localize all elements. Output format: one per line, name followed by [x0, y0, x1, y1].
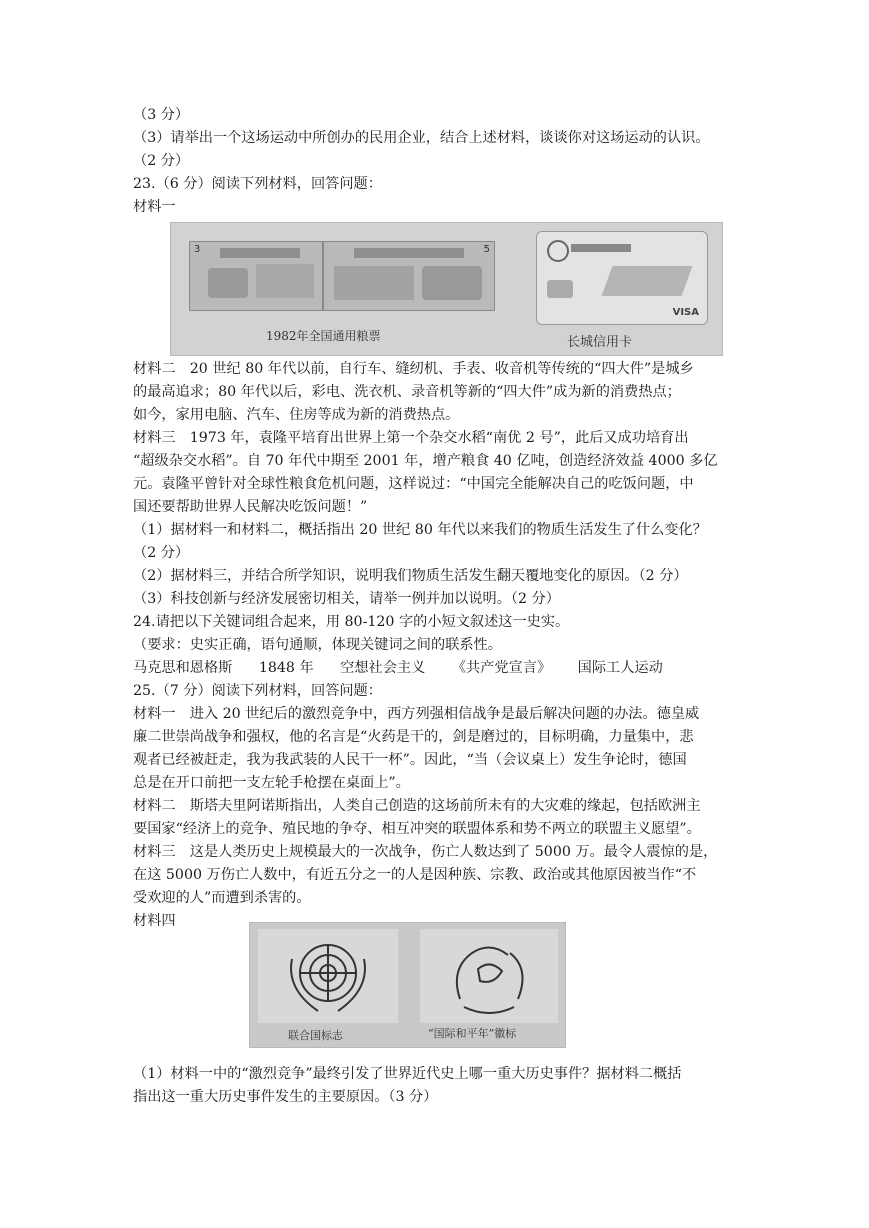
text-line: （1）材料一中的“激烈竞争”最终引发了世界近代史上哪一重大历史事件？据材料二概括 — [133, 1066, 682, 1082]
text-line: 在这 5000 万伤亡人数中，有近五分之一的人是因种族、宗教、政治或其他原因被当作“不 — [133, 867, 697, 883]
text-line: 要国家“经济上的竞争、殖民地的争夺、相互冲突的联盟体系和势不两立的联盟主义愿望”。 — [133, 821, 701, 837]
text-line: （3）请举出一个这场运动中所创办的民用企业，结合上述材料，谈谈你对这场运动的认识。 — [133, 130, 710, 146]
material-four-image — [249, 922, 566, 1048]
text-line: （3 分） — [133, 107, 190, 123]
text-line: 材料二 20 世纪 80 年代以前，自行车、缝纫机、手表、收音机等传统的“四大件”是城乡 — [133, 361, 694, 377]
great-wall-picture — [602, 266, 693, 296]
credit-card-image — [536, 231, 708, 325]
coupon-denomination: 3 — [194, 244, 201, 255]
bank-logo-icon — [547, 240, 569, 262]
coupon-header-band — [220, 248, 300, 258]
keyword: 空想社会主义 — [340, 660, 426, 676]
coupon-header-band — [354, 248, 464, 258]
ration-coupon-image — [189, 241, 323, 311]
dove-emblem-icon — [420, 929, 558, 1023]
coupon-pattern — [422, 266, 482, 300]
text-line: 材料三 1973 年，袁隆平培育出世界上第一个杂交水稻“南优 2 号”，此后又成功培育出 — [133, 430, 689, 446]
material-label: 材料四 — [133, 913, 176, 929]
figure-caption: 1982年全国通用粮票 — [266, 329, 381, 343]
card-chip — [547, 280, 573, 298]
keyword: 国际工人运动 — [577, 660, 663, 676]
figure-caption: “国际和平年”徽标 — [428, 1027, 517, 1040]
question-24-heading: 24.请把以下关键词组合起来，用 80-120 字的小短文叙述这一史实。 — [133, 614, 570, 630]
keyword-list — [133, 657, 743, 679]
text-line: 受欢迎的人”而遭到杀害的。 — [133, 890, 311, 906]
ration-coupon-image — [323, 241, 495, 311]
text-line: 国还要帮助世界人民解决吃饭问题！” — [133, 499, 368, 515]
peace-year-emblem-panel — [420, 929, 558, 1023]
coupon-pattern — [256, 264, 314, 298]
text-line: 指出这一重大历史事件发生的主要原因。（3 分） — [133, 1089, 438, 1105]
visa-logo: VISA — [672, 307, 699, 318]
keyword: 1848 年 — [258, 660, 314, 676]
text-line: 元。袁隆平曾针对全球性粮食危机问题，这样说过：“中国完全能解决自己的吃饭问题，中 — [133, 476, 694, 492]
figure-caption: 长城信用卡 — [567, 335, 633, 350]
text-line: （3）科技创新与经济发展密切相关，请举一例并加以说明。（2 分） — [133, 591, 560, 607]
text-line: “超级杂交水稻”。自 70 年代中期至 2001 年，增产粮食 40 亿吨，创造经济效益 4000 多亿 — [133, 453, 718, 469]
text-line: （要求：史实正确，语句通顺，体现关键词之间的联系性。 — [133, 637, 502, 653]
text-line: （1）据材料一和材料二，概括指出 20 世纪 80 年代以来我们的物质生活发生了什么变化？ — [133, 522, 707, 538]
figure-caption: 联合国标志 — [288, 1029, 343, 1042]
material-label: 材料一 — [133, 199, 176, 215]
material-one-image — [170, 222, 723, 356]
question-23-heading: 23.（6 分）阅读下列材料，回答问题： — [133, 176, 382, 192]
keyword: 《共产党宣言》 — [451, 660, 552, 676]
text-line: 廉二世崇尚战争和强权，他的名言是“火药是干的，剑是磨过的，目标明确，力量集中，悲 — [133, 729, 694, 745]
text-line: （2）据材料三，并结合所学知识，说明我们物质生活发生翻天覆地变化的原因。（2 分） — [133, 568, 688, 584]
text-line: 总是在开口前把一支左轮手枪摆在桌面上”。 — [133, 775, 410, 791]
un-emblem-icon — [258, 929, 398, 1023]
text-line: 材料三 这是人类历史上规模最大的一次战争，伤亡人数达到了 5000 万。最令人震惊的是， — [133, 844, 718, 860]
question-25-heading: 25.（7 分）阅读下列材料，回答问题： — [133, 683, 382, 699]
coupon-pattern — [334, 266, 414, 300]
text-line: （2 分） — [133, 153, 190, 169]
text-line: 材料二 斯塔夫里阿诺斯指出，人类自己创造的这场前所未有的大灾难的缘起，包括欧洲主 — [133, 798, 701, 814]
text-line: 的最高追求；80 年代以后，彩电、洗衣机、录音机等新的“四大件”成为新的消费热点； — [133, 384, 681, 400]
keyword: 马克思和恩格斯 — [133, 660, 233, 676]
text-line: 材料一 进入 20 世纪后的激烈竞争中，西方列强相信战争是最后解决问题的办法。德皇威 — [133, 706, 700, 722]
text-line: 观者已经被赶走，我为我武装的人民干一杯”。因此，“当（会议桌上）发生争论时，德国 — [133, 752, 687, 768]
coupon-pattern — [208, 268, 248, 298]
text-line: 如今，家用电脑、汽车、住房等成为新的消费热点。 — [133, 407, 460, 423]
coupon-denomination: 5 — [483, 244, 490, 255]
text-line: （2 分） — [133, 545, 190, 561]
bank-name-band — [571, 244, 631, 252]
un-emblem-panel — [258, 929, 398, 1023]
